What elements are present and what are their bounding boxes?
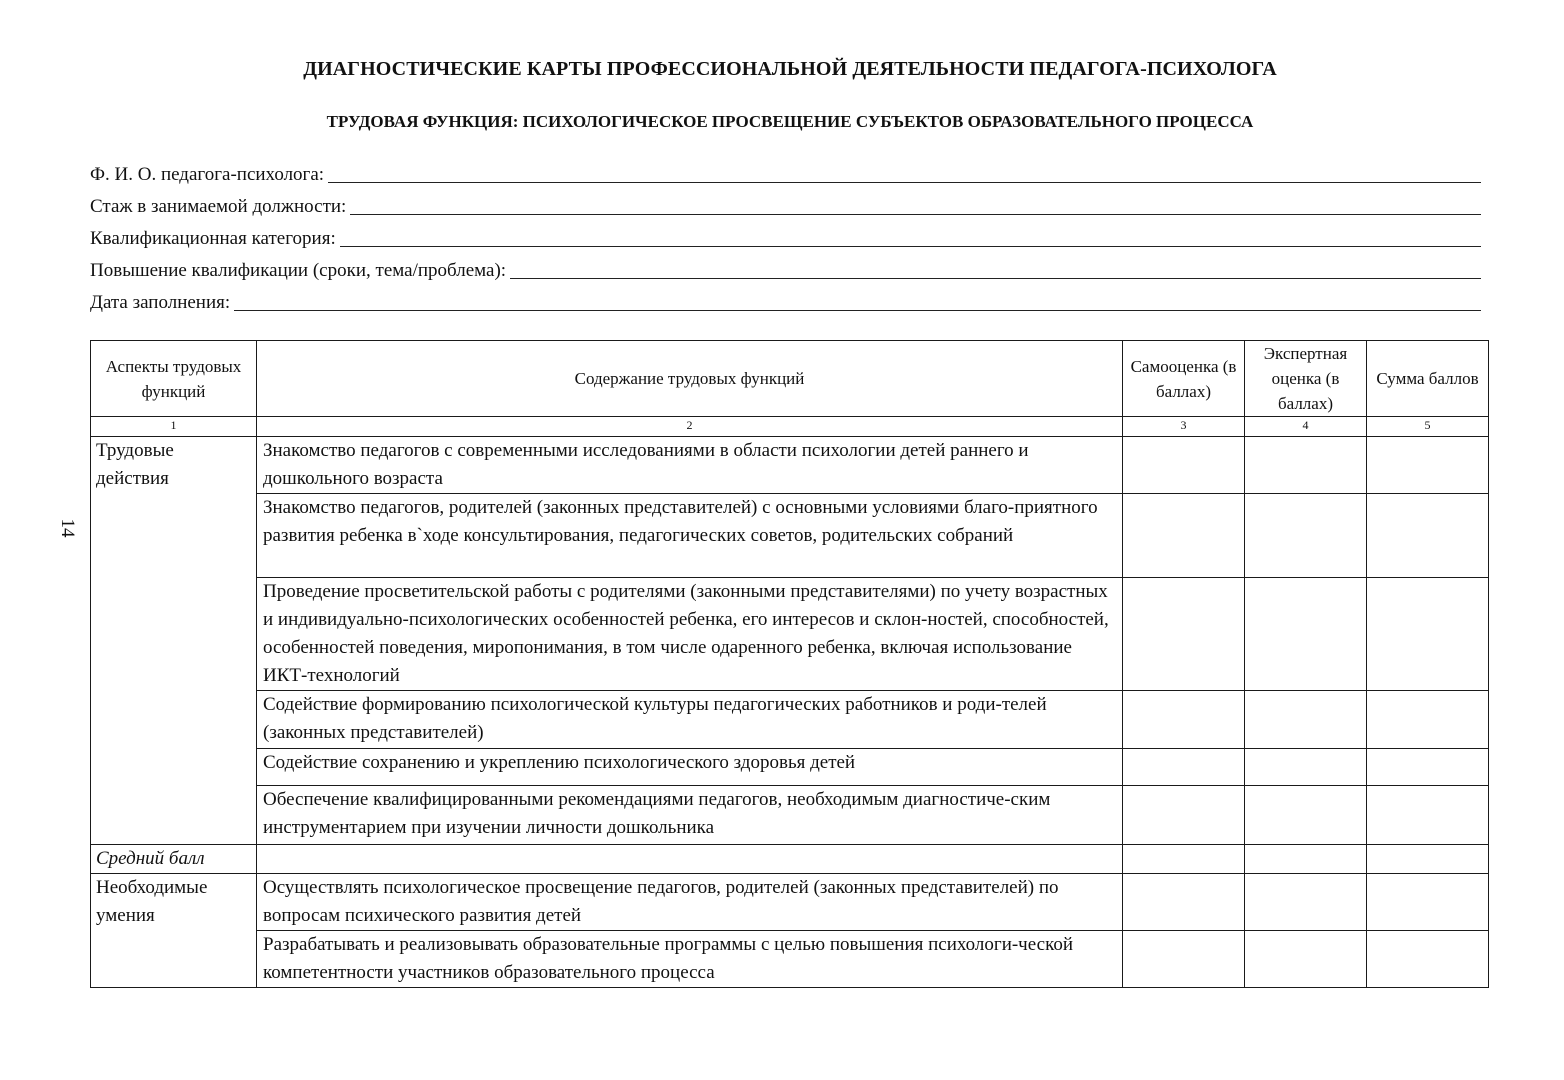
total-score-cell[interactable]	[1367, 578, 1489, 691]
total-score-cell[interactable]	[1367, 786, 1489, 845]
self-score-cell[interactable]	[1123, 691, 1245, 749]
header-total: Сумма баллов	[1367, 341, 1489, 417]
column-number: 2	[257, 417, 1123, 437]
total-score-cell[interactable]	[1367, 494, 1489, 578]
total-score-cell[interactable]	[1367, 691, 1489, 749]
total-score-cell[interactable]	[1367, 874, 1489, 931]
column-number: 5	[1367, 417, 1489, 437]
field-training-line[interactable]	[510, 261, 1481, 279]
expert-score-cell[interactable]	[1245, 437, 1367, 494]
content-cell: Знакомство педагогов с современными исследованиями в области психологии детей раннего и дошкольного возраста	[257, 437, 1123, 494]
column-number-row	[91, 417, 1489, 437]
header-content: Содержание трудовых функций	[257, 341, 1123, 417]
expert-score-cell[interactable]	[1245, 931, 1367, 988]
table-row	[91, 786, 1489, 845]
content-cell	[257, 845, 1123, 874]
assessment-table	[90, 340, 1489, 988]
content-cell: Содействие формированию психологической культуры педагогических работников и роди-телей (законных представителей)	[257, 691, 1123, 749]
aspect-required-skills: Необходимые умения	[91, 874, 257, 988]
content-cell: Обеспечение квалифицированными рекомендациями педагогов, необходимым диагностиче-ским инструментарием при изучении личности дошкольника	[257, 786, 1123, 845]
content-cell: Проведение просветительской работы с родителями (законными представителями) по учету возрастных и индивидуально-психологических особенностей ребенка, его интересов и склон-ностей, способностей, особенностей поведения, миропонимания, в том числе одаренного ребенка, включая использование ИКТ-технологий	[257, 578, 1123, 691]
field-date-label: Дата заполнения:	[90, 292, 231, 313]
field-category-line[interactable]	[340, 229, 1481, 247]
field-date-line[interactable]	[234, 293, 1481, 311]
field-experience-label: Стаж в занимаемой должности:	[90, 196, 347, 217]
self-score-cell[interactable]	[1123, 845, 1245, 874]
field-training-label: Повышение квалификации (сроки, тема/проблема):	[90, 260, 507, 281]
expert-score-cell[interactable]	[1245, 691, 1367, 749]
table-row	[91, 691, 1489, 749]
field-experience	[90, 192, 1481, 218]
field-category	[90, 224, 1481, 250]
table-row	[91, 494, 1489, 578]
content-cell: Осуществлять психологическое просвещение педагогов, родителей (законных представителей) по вопросам психического развития детей	[257, 874, 1123, 931]
table-row	[91, 874, 1489, 931]
header-self-score: Самооценка (в баллах)	[1123, 341, 1245, 417]
self-score-cell[interactable]	[1123, 437, 1245, 494]
table-row	[91, 749, 1489, 786]
table-header-row	[91, 341, 1489, 417]
header-aspects: Аспекты трудовых функций	[91, 341, 257, 417]
average-score-row	[91, 845, 1489, 874]
field-category-label: Квалификационная категория:	[90, 228, 336, 249]
self-score-cell[interactable]	[1123, 931, 1245, 988]
content-cell: Разрабатывать и реализовывать образовательные программы с целью повышения психологи-ческой компетентности участников образовательного процесса	[257, 931, 1123, 988]
table-row	[91, 437, 1489, 494]
column-number: 3	[1123, 417, 1245, 437]
total-score-cell[interactable]	[1367, 749, 1489, 786]
expert-score-cell[interactable]	[1245, 578, 1367, 691]
aspect-labor-actions: Трудовые действия	[91, 437, 257, 845]
total-score-cell[interactable]	[1367, 931, 1489, 988]
header-expert-score: Экспертная оценка (в баллах)	[1245, 341, 1367, 417]
table-row	[91, 578, 1489, 691]
self-score-cell[interactable]	[1123, 578, 1245, 691]
expert-score-cell[interactable]	[1245, 494, 1367, 578]
expert-score-cell[interactable]	[1245, 845, 1367, 874]
self-score-cell[interactable]	[1123, 494, 1245, 578]
page-subtitle: ТРУДОВАЯ ФУНКЦИЯ: ПСИХОЛОГИЧЕСКОЕ ПРОСВЕЩЕНИЕ СУБЪЕКТОВ ОБРАЗОВАТЕЛЬНОГО ПРОЦЕССА	[326, 112, 1254, 131]
expert-score-cell[interactable]	[1245, 749, 1367, 786]
expert-score-cell[interactable]	[1245, 874, 1367, 931]
field-fio-line[interactable]	[328, 165, 1481, 183]
total-score-cell[interactable]	[1367, 845, 1489, 874]
column-number: 1	[91, 417, 257, 437]
content-cell: Содействие сохранению и укреплению психологического здоровья детей	[257, 749, 1123, 786]
expert-score-cell[interactable]	[1245, 786, 1367, 845]
page-number: 14	[57, 518, 78, 538]
aspect-average-score: Средний балл	[91, 845, 257, 874]
field-fio	[90, 160, 1481, 186]
table-row	[91, 931, 1489, 988]
self-score-cell[interactable]	[1123, 749, 1245, 786]
self-score-cell[interactable]	[1123, 786, 1245, 845]
self-score-cell[interactable]	[1123, 874, 1245, 931]
content-cell: Знакомство педагогов, родителей (законных представителей) с основными условиями благо-приятного развития ребенка в`ходе консультирования, педагогических советов, родительских собраний	[257, 494, 1123, 578]
column-number: 4	[1245, 417, 1367, 437]
field-training	[90, 256, 1481, 282]
total-score-cell[interactable]	[1367, 437, 1489, 494]
field-date	[90, 288, 1481, 314]
field-fio-label: Ф. И. О. педагога-психолога:	[90, 164, 325, 185]
field-experience-line[interactable]	[350, 197, 1481, 215]
page-title: ДИАГНОСТИЧЕСКИЕ КАРТЫ ПРОФЕССИОНАЛЬНОЙ ДЕЯТЕЛЬНОСТИ ПЕДАГОГА-ПСИХОЛОГА	[303, 58, 1277, 80]
